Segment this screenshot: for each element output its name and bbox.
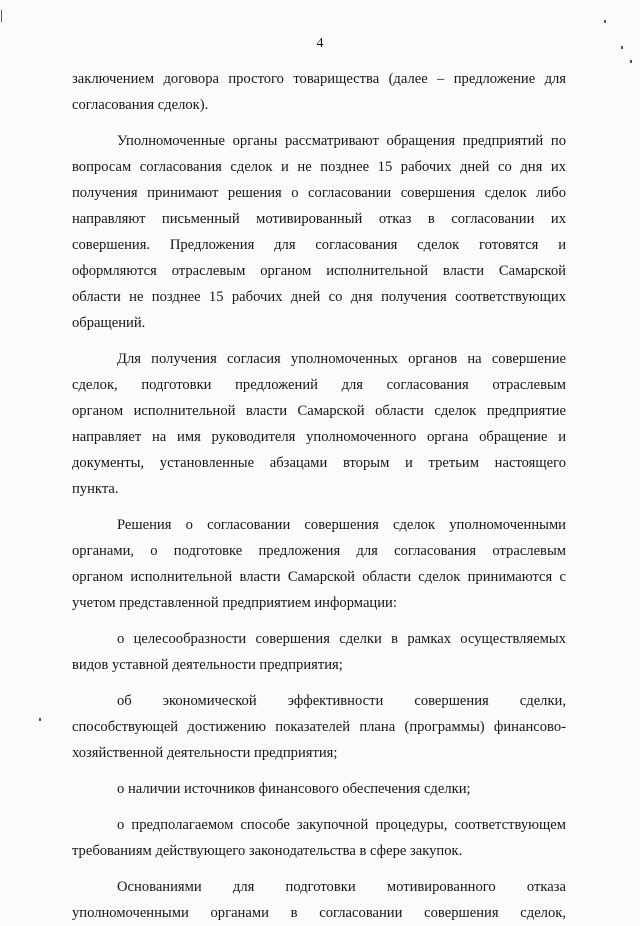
text-line: согласования сделок). bbox=[72, 97, 209, 113]
text-line: сделок, подготовки предложений для согласования отраслевым bbox=[72, 377, 566, 393]
paragraph-5 bbox=[72, 626, 566, 678]
text-line: о наличии источников финансового обеспечения сделки; bbox=[117, 781, 471, 797]
text-line: Решения о согласовании совершения сделок уполномоченными bbox=[117, 517, 566, 533]
text-line: Основаниями для подготовки мотивированного отказа bbox=[117, 879, 566, 895]
paragraph-9 bbox=[72, 874, 566, 926]
text-line: органами, о подготовке предложения для согласования отраслевым bbox=[72, 543, 566, 559]
page-number: 4 bbox=[316, 36, 324, 51]
text-line: вопросам согласования сделок и не позднее 15 рабочих дней со дня их bbox=[72, 159, 566, 175]
text-line: хозяйственной деятельности предприятия; bbox=[72, 745, 338, 761]
text-line: направляет на имя руководителя уполномоченного органа обращение и bbox=[72, 429, 566, 445]
paragraph-8 bbox=[72, 812, 566, 864]
text-line: пункта. bbox=[72, 481, 119, 497]
scan-speck bbox=[621, 46, 623, 49]
text-line: органом исполнительной власти Самарской области сделок предприятие bbox=[72, 403, 566, 419]
scan-speck bbox=[630, 60, 632, 63]
text-line: получения принимают решения о согласовании совершения сделок либо bbox=[72, 185, 566, 201]
text-line: органом исполнительной власти Самарской области сделок принимаются с bbox=[72, 569, 566, 585]
text-line: видов уставной деятельности предприятия; bbox=[72, 657, 343, 673]
scan-speck bbox=[1, 10, 2, 22]
text-line: направляют письменный мотивированный отказ в согласовании их bbox=[72, 211, 566, 227]
text-line: документы, установленные абзацами вторым и третьим настоящего bbox=[72, 455, 566, 471]
text-line: заключением договора простого товарищества (далее – предложение для bbox=[72, 71, 566, 87]
text-line: способствующей достижению показателей плана (программы) финансово- bbox=[72, 719, 566, 735]
paragraph-2 bbox=[72, 128, 566, 336]
text-line: о целесообразности совершения сделки в рамках осуществляемых bbox=[117, 631, 566, 647]
text-line: об экономической эффективности совершения сделки, bbox=[117, 693, 566, 709]
paragraph-6 bbox=[72, 688, 566, 766]
text-line: области не позднее 15 рабочих дней со дня получения соответствующих bbox=[72, 289, 566, 305]
paragraph-4 bbox=[72, 512, 566, 616]
scan-speck bbox=[604, 20, 606, 23]
text-line: уполномоченными органами в согласовании совершения сделок, bbox=[72, 905, 566, 921]
paragraph-3 bbox=[72, 346, 566, 502]
text-line: Для получения согласия уполномоченных органов на совершение bbox=[117, 351, 566, 367]
text-line: совершения. Предложения для согласования сделок готовятся и bbox=[72, 237, 566, 253]
paragraph-1 bbox=[72, 66, 566, 118]
text-line: учетом представленной предприятием информации: bbox=[72, 595, 397, 611]
document-body bbox=[72, 66, 566, 926]
paragraph-7 bbox=[72, 776, 566, 802]
text-line: о предполагаемом способе закупочной процедуры, соответствующем bbox=[117, 817, 566, 833]
text-line: Уполномоченные органы рассматривают обращения предприятий по bbox=[117, 133, 566, 149]
text-line: требованиям действующего законодательства в сфере закупок. bbox=[72, 843, 463, 859]
scan-speck bbox=[39, 718, 41, 721]
text-line: оформляются отраслевым органом исполнительной власти Самарской bbox=[72, 263, 566, 279]
text-line: обращений. bbox=[72, 315, 146, 331]
